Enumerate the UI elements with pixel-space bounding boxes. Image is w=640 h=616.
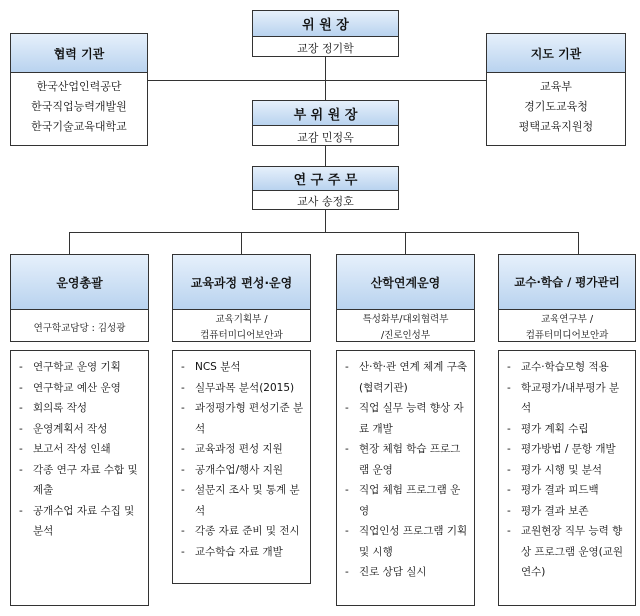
list-item: - 연구학교 예산 운영 — [19, 378, 142, 399]
cooperation-title: 협력 기관 — [11, 34, 147, 73]
list-item: - 직업인성 프로그램 기획 및 시행 — [345, 521, 468, 562]
team-curriculum-box — [172, 254, 311, 342]
list-item: - 평가 계획 수립 — [507, 419, 629, 440]
list-item: - 직업 체험 프로그램 운영 — [345, 480, 468, 521]
guidance-list — [487, 73, 625, 137]
team-general-dept: 연구학교담당 : 김성광 — [33, 322, 126, 334]
connector-vertical-main-3 — [325, 210, 326, 232]
guidance-title: 지도 기관 — [487, 34, 625, 73]
list-item: - 공개수업/행사 지원 — [181, 460, 304, 481]
research-head-name: 교사 송정호 — [297, 195, 354, 208]
team-teaching-box — [498, 254, 636, 342]
connector-team-3 — [405, 232, 406, 254]
team-teaching-title: 교수·학습 / 평가관리 — [499, 255, 635, 310]
vice-chair-name: 교감 민정옥 — [297, 130, 354, 144]
research-head-box — [252, 166, 399, 210]
connector-team-horizontal — [69, 232, 578, 233]
list-item: - 공개수업 자료 수집 및 분석 — [19, 501, 142, 542]
chair-name: 교장 정기학 — [297, 41, 354, 55]
vice-chair-title: 부 위 원 장 — [253, 101, 398, 126]
cooperation-item: 한국직업능력개발원 — [31, 100, 127, 113]
list-item: - 평가방법 / 문항 개발 — [507, 439, 629, 460]
list-item: - 평가 결과 피드백 — [507, 480, 629, 501]
team-teaching-tasks — [498, 350, 636, 606]
list-item: - 회의록 작성 — [19, 398, 142, 419]
list-item: - NCS 분석 — [181, 357, 304, 378]
cooperation-item: 한국기술교육대학교 — [31, 120, 127, 133]
list-item: - 교수학습 자료 개발 — [181, 542, 304, 563]
team-industry-title: 산학연계운영 — [337, 255, 474, 310]
dept-line: 특성화부/대외협력부 — [362, 314, 449, 325]
team-curriculum-title: 교육과정 편성·운영 — [173, 255, 310, 310]
vice-chair-box — [252, 100, 399, 146]
cooperation-list — [11, 73, 147, 137]
list-item: - 현장 체험 학습 프로그램 운영 — [345, 439, 468, 480]
team-general-title: 운영총괄 — [11, 255, 148, 310]
team-curriculum-dept — [173, 310, 310, 344]
cooperation-box — [10, 33, 148, 146]
guidance-box — [486, 33, 626, 146]
team-industry-dept — [337, 310, 474, 344]
list-item: - 교원현장 직무 능력 향상 프로그램 운영(교원연수) — [507, 521, 629, 583]
connector-side-horizontal — [148, 80, 486, 81]
list-item: - 과정평가형 편성기준 분석 — [181, 398, 304, 439]
team-teaching-dept — [499, 310, 635, 344]
list-item: - 설문지 조사 및 통계 분석 — [181, 480, 304, 521]
list-item: - 평가 시행 및 분석 — [507, 460, 629, 481]
dept-line: /진로인성부 — [380, 330, 431, 341]
list-item: - 학교평가/내부평가 분석 — [507, 378, 629, 419]
list-item: - 실무과목 분석(2015) — [181, 378, 304, 399]
connector-vertical-main — [325, 57, 326, 100]
list-item: - 각종 자료 준비 및 전시 — [181, 521, 304, 542]
list-item: - 연구학교 운영 기획 — [19, 357, 142, 378]
list-item: - 보고서 작성 인쇄 — [19, 439, 142, 460]
team-general-tasks — [10, 350, 149, 606]
list-item: - 운영계획서 작성 — [19, 419, 142, 440]
connector-vertical-main-2 — [325, 146, 326, 166]
guidance-item: 교육부 — [540, 80, 572, 93]
connector-team-1 — [69, 232, 70, 254]
team-general-box — [10, 254, 149, 342]
team-industry-tasks — [336, 350, 475, 606]
cooperation-item: 한국산업인력공단 — [36, 80, 122, 93]
list-item: - 산·학·관 연계 체계 구축(협력기관) — [345, 357, 468, 398]
dept-line: 컴퓨터미디어보안과 — [525, 330, 609, 341]
dept-line: 교육기획부 / — [215, 314, 268, 325]
team-industry-box — [336, 254, 475, 342]
guidance-item: 평택교육지원청 — [518, 120, 594, 133]
guidance-item: 경기도교육청 — [524, 100, 588, 113]
research-head-title: 연 구 주 무 — [253, 167, 398, 191]
list-item: - 교육과정 편성 지원 — [181, 439, 304, 460]
list-item: - 평가 결과 보존 — [507, 501, 629, 522]
dept-line: 교육연구부 / — [540, 314, 594, 325]
dept-line: 컴퓨터미디어보안과 — [200, 330, 283, 341]
connector-team-4 — [578, 232, 579, 254]
list-item: - 직업 실무 능력 향상 자료 개발 — [345, 398, 468, 439]
list-item: - 각종 연구 자료 수합 및 제출 — [19, 460, 142, 501]
list-item: - 교수·학습모형 적용 — [507, 357, 629, 378]
chair-box — [252, 10, 399, 57]
connector-team-2 — [241, 232, 242, 254]
team-curriculum-tasks — [172, 350, 311, 584]
list-item: - 진로 상담 실시 — [345, 562, 468, 583]
chair-title: 위 원 장 — [253, 11, 398, 37]
